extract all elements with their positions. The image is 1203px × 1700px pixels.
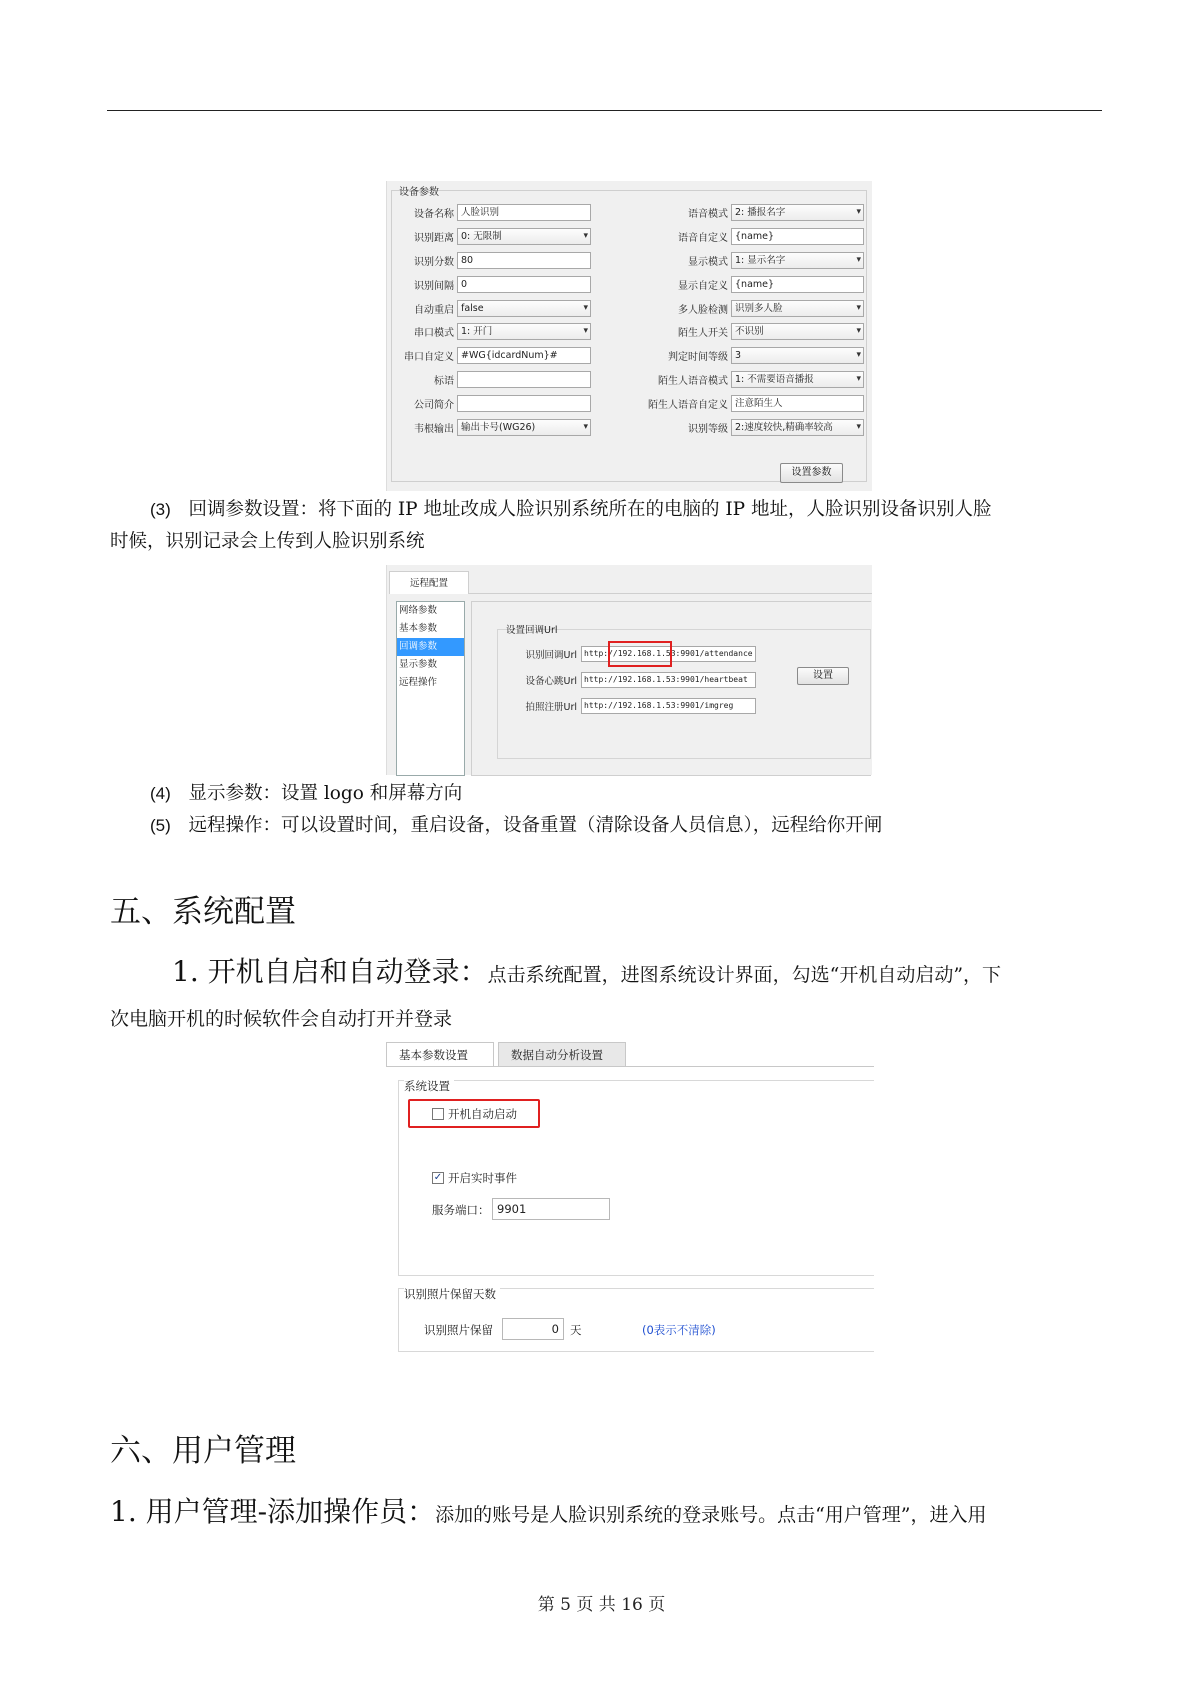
left-param-label: 公司简介: [414, 399, 454, 411]
section-6-title: 六、用户管理: [110, 1433, 296, 1469]
remote-config-screenshot: [386, 565, 872, 775]
photo-retention-label: 识别照片保留: [424, 1323, 493, 1337]
device-param-row: [397, 296, 864, 320]
recog-callback-label: 识别回调Url: [525, 650, 577, 661]
nav-item-basic[interactable]: 基本参数: [399, 623, 438, 634]
service-port-label: 服务端口：: [432, 1203, 490, 1217]
right-param-label-cell: [591, 201, 731, 225]
device-param-row: [397, 225, 864, 249]
right-param-label: 判定时间等级: [668, 352, 728, 364]
right-param-input-cell: [731, 368, 864, 392]
left-param-input[interactable]: 0: 无限制 ▾: [457, 228, 591, 245]
tab-divider: [469, 593, 872, 594]
right-param-input[interactable]: 3 ▾: [731, 347, 864, 364]
left-param-input-cell: [457, 320, 591, 344]
auto-start-label: 开机自动启动: [448, 1107, 517, 1121]
left-param-input[interactable]: #WG{idcardNum}#: [457, 347, 591, 364]
right-param-input-cell: [731, 344, 864, 368]
right-param-input[interactable]: 2:速度较快,精确率较高 ▾: [731, 419, 864, 436]
left-param-label: 自动重启: [414, 304, 454, 316]
photo-retention-group-title: 识别照片保留天数: [404, 1286, 500, 1302]
device-param-row: [397, 344, 864, 368]
right-param-input-cell: [731, 225, 864, 249]
nav-item-callback[interactable]: 回调参数: [397, 638, 464, 656]
right-param-label: 语音自定义: [678, 233, 728, 245]
right-param-input-cell: [731, 201, 864, 225]
remote-config-nav: [396, 601, 465, 776]
left-param-input-cell: [457, 225, 591, 249]
para-4: [150, 778, 462, 810]
left-param-input-cell: [457, 391, 591, 415]
left-param-label: 串口自定义: [404, 352, 454, 364]
nav-item-remote-op[interactable]: 远程操作: [399, 677, 438, 688]
para-3-text-1: 回调参数设置：将下面的 IP 地址改成人脸识别系统所在的电脑的 IP 地址，人脸识别设备识别人脸: [188, 499, 992, 520]
nav-item-network[interactable]: 网络参数: [399, 605, 438, 616]
right-param-input[interactable]: {name}: [731, 228, 864, 245]
tab-basic-params[interactable]: 基本参数设置: [386, 1042, 494, 1066]
right-param-label: 陌生人语音自定义: [648, 399, 728, 411]
right-param-label-cell: [591, 296, 731, 320]
left-param-input[interactable]: [457, 395, 591, 412]
right-param-label-cell: [591, 368, 731, 392]
left-param-label-cell: [397, 320, 457, 344]
left-param-label-cell: [397, 249, 457, 273]
left-param-input[interactable]: 80: [457, 252, 591, 269]
right-param-label-cell: [591, 344, 731, 368]
system-settings-group-title: 系统设置: [404, 1078, 454, 1094]
device-params-form: [397, 201, 864, 439]
right-param-label: 显示自定义: [678, 280, 728, 292]
right-param-label-cell: [591, 225, 731, 249]
right-param-input[interactable]: {name}: [731, 276, 864, 293]
left-param-input-cell: [457, 249, 591, 273]
set-callback-button[interactable]: 设置: [797, 667, 849, 685]
right-param-label: 陌生人语音模式: [658, 375, 728, 387]
ip-highlight-box: [608, 641, 672, 667]
photo-retention-hint: (0表示不清除): [642, 1323, 716, 1337]
device-param-row: [397, 249, 864, 273]
photo-retention-unit: 天: [570, 1323, 582, 1337]
right-param-input-cell: [731, 415, 864, 439]
left-param-label: 设备名称: [414, 209, 454, 221]
right-param-label-cell: [591, 249, 731, 273]
photo-reg-label: 拍照注册Url: [525, 702, 577, 713]
right-param-label: 陌生人开关: [678, 328, 728, 340]
right-param-input-cell: [731, 320, 864, 344]
device-param-row: [397, 391, 864, 415]
right-param-label-cell: [591, 272, 731, 296]
left-param-label: 标语: [434, 375, 454, 387]
para-5-number: (5): [150, 816, 171, 835]
section-5-sub-title: 1. 开机自启和自动登录：: [172, 955, 488, 988]
right-param-label: 语音模式: [688, 209, 728, 221]
left-param-label: 串口模式: [414, 328, 454, 340]
device-params-screenshot: [386, 181, 872, 491]
right-param-label-cell: [591, 320, 731, 344]
right-param-input-cell: [731, 249, 864, 273]
device-param-row: [397, 201, 864, 225]
section-6-subheading: [110, 1490, 987, 1530]
header-rule: [107, 110, 1102, 111]
left-param-label-cell: [397, 272, 457, 296]
right-param-input[interactable]: 1: 不需要语音播报 ▾: [731, 371, 864, 388]
left-param-input-cell: [457, 368, 591, 392]
section-5-sub-desc-1: 点击系统配置，进图系统设计界面，勾选“开机自动启动”，下: [487, 964, 1002, 986]
right-param-label-cell: [591, 415, 731, 439]
right-param-input-cell: [731, 296, 864, 320]
auto-start-highlight-box: [408, 1099, 540, 1128]
left-param-label-cell: [397, 225, 457, 249]
heartbeat-label: 设备心跳Url: [525, 676, 577, 687]
right-param-label-cell: [591, 391, 731, 415]
left-param-input[interactable]: 0: [457, 276, 591, 293]
realtime-event-checkbox[interactable]: ✓: [433, 1172, 443, 1183]
device-param-row: [397, 415, 864, 439]
left-param-input-cell: [457, 296, 591, 320]
right-param-input-cell: [731, 391, 864, 415]
section-6-sub-desc: 添加的账号是人脸识别系统的登录账号。点击“用户管理”，进入用: [435, 1504, 987, 1526]
section-5-subheading: [172, 950, 1001, 990]
heartbeat-input[interactable]: http://192.168.1.53:9901/heartbeat: [581, 672, 756, 688]
section-5-sub-desc-2: 次电脑开机的时候软件会自动打开并登录: [110, 1008, 453, 1030]
para-4-text: 显示参数：设置 logo 和屏幕方向: [188, 783, 463, 804]
tab-auto-analysis[interactable]: 数据自动分析设置: [498, 1042, 626, 1066]
right-param-input-cell: [731, 272, 864, 296]
right-param-input[interactable]: 1: 显示名字 ▾: [731, 252, 864, 269]
realtime-event-label: 开启实时事件: [448, 1171, 517, 1185]
left-param-input-cell: [457, 344, 591, 368]
left-param-label-cell: [397, 344, 457, 368]
photo-reg-input[interactable]: http://192.168.1.53:9901/imgreg: [581, 698, 756, 714]
left-param-input-cell: [457, 201, 591, 225]
tab-divider: [386, 1066, 874, 1067]
left-param-label-cell: [397, 415, 457, 439]
page-footer: 第 5 页 共 16 页: [537, 1595, 666, 1615]
device-params-group-title: 设备参数: [399, 187, 439, 198]
device-param-row: [397, 320, 864, 344]
recog-callback-input[interactable]: http://192.168.1.53:9901/attendance: [581, 646, 756, 662]
para-3-line-1: [150, 494, 991, 526]
section-6-sub-title: 1. 用户管理-添加操作员：: [110, 1495, 436, 1528]
device-param-row: [397, 272, 864, 296]
right-param-input[interactable]: 不识别 ▾: [731, 323, 864, 340]
system-settings-screenshot: [386, 1042, 874, 1337]
set-params-button[interactable]: 设置参数: [780, 463, 843, 483]
right-param-label: 识别等级: [688, 423, 728, 435]
left-param-input-cell: [457, 415, 591, 439]
section-5-title: 五、系统配置: [110, 894, 296, 930]
para-5: [150, 810, 882, 842]
right-param-input[interactable]: 2: 播报名字 ▾: [731, 204, 864, 221]
para-3-number: (3): [150, 500, 171, 519]
left-param-input[interactable]: 人脸识别: [457, 204, 591, 221]
left-param-label: 识别分数: [414, 256, 454, 268]
para-4-number: (4): [150, 784, 171, 803]
left-param-label: 识别距离: [414, 233, 454, 245]
left-param-label-cell: [397, 391, 457, 415]
photo-retention-input[interactable]: 0: [502, 1318, 564, 1340]
para-3-line-2: 时候，识别记录会上传到人脸识别系统: [110, 531, 425, 552]
callback-group-title: 设置回调Url: [506, 625, 558, 636]
left-param-input[interactable]: false ▾: [457, 300, 591, 317]
para-5-text: 远程操作：可以设置时间，重启设备，设备重置（清除设备人员信息），远程给你开闸: [188, 815, 883, 836]
left-param-input[interactable]: [457, 371, 591, 388]
nav-item-display[interactable]: 显示参数: [399, 659, 438, 670]
tab-remote-config[interactable]: 远程配置: [389, 571, 469, 594]
left-param-input[interactable]: 1: 开门 ▾: [457, 323, 591, 340]
left-param-input-cell: [457, 272, 591, 296]
device-param-row: [397, 368, 864, 392]
service-port-input[interactable]: 9901: [492, 1198, 610, 1220]
left-param-label: 韦根输出: [414, 423, 454, 435]
right-param-input[interactable]: 注意陌生人: [731, 395, 864, 412]
right-param-label: 显示模式: [688, 256, 728, 268]
left-param-input[interactable]: 输出卡号(WG26) ▾: [457, 419, 591, 436]
left-param-label-cell: [397, 368, 457, 392]
right-param-input[interactable]: 识别多人脸 ▾: [731, 300, 864, 317]
left-param-label-cell: [397, 296, 457, 320]
right-param-label: 多人脸检测: [678, 304, 728, 316]
left-param-label-cell: [397, 201, 457, 225]
left-param-label: 识别间隔: [414, 280, 454, 292]
